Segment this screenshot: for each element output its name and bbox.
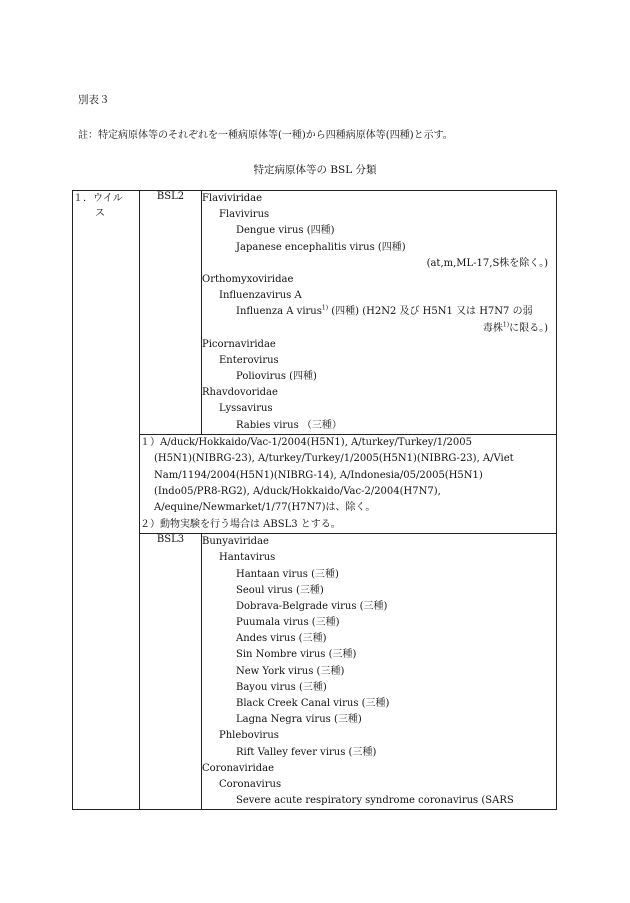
footnote-line: (H5N1)(NIBRG-23), A/turkey/Turkey/1/2005(H5N1)(NIBRG-23), A/Viet	[154, 453, 514, 465]
bsl3-entry	[202, 680, 556, 696]
bsl2-entry	[202, 353, 556, 369]
bsl2-entry-text: Flaviviridae	[202, 193, 263, 204]
bsl3-entry-text: Seoul virus (三種)	[236, 584, 324, 596]
footnote-line: Nam/1194/2004(H5N1)(NIBRG-14), A/Indonesia/05/2005(H5N1)	[154, 469, 483, 481]
bsl3-entry	[202, 631, 556, 647]
bsl2-entry	[202, 304, 556, 320]
bsl3-entry-text: Hantaan virus (三種)	[236, 568, 339, 580]
bsl2-entry-text: Influenzavirus A	[219, 290, 302, 302]
bsl2-entry	[202, 337, 556, 353]
bsl3-row	[73, 534, 557, 810]
bsl2-entry-text: Picornaviridae	[202, 338, 276, 350]
bsl3-entry-text: Coronaviridae	[202, 762, 274, 774]
bsl2-entry-text: Lyssavirus	[219, 403, 273, 415]
bsl3-entry	[202, 696, 556, 712]
category-cell	[73, 191, 140, 810]
bsl2-entry	[202, 256, 556, 272]
bsl3-entry	[202, 712, 556, 728]
category-label-line2: ス	[95, 208, 105, 220]
bsl2-entry-text-cont: に限る。)	[509, 322, 548, 334]
bsl3-entry-text: Phlebovirus	[219, 730, 279, 742]
bsl3-entry	[202, 761, 556, 777]
bsl3-entry-text: Bayou virus (三種)	[236, 681, 327, 693]
bsl3-virus-list	[202, 534, 557, 810]
bsl3-entry-text: Dobrava-Belgrade virus (三種)	[236, 600, 388, 612]
bsl3-entry-text: Sin Nombre virus (三種)	[236, 649, 357, 661]
bsl2-entry-text: Poliovirus (四種)	[236, 371, 317, 383]
table-caption: 特定病原体等の BSL 分類	[253, 164, 377, 176]
bsl2-entry	[202, 240, 556, 256]
bsl2-entry	[202, 272, 556, 288]
footnote-line: １）A/duck/Hokkaido/Vac-1/2004(H5N1), A/turkey/Turkey/1/2005	[140, 436, 472, 448]
bsl3-entry	[202, 583, 556, 599]
bsl2-row	[73, 191, 557, 435]
footnotes-row	[73, 434, 557, 533]
bsl2-entry	[202, 288, 556, 304]
bsl3-entry	[202, 550, 556, 566]
bsl3-entry	[202, 745, 556, 761]
bsl2-entry	[202, 191, 556, 207]
page-heading: 別表３	[78, 94, 110, 106]
bsl2-entry-text: Japanese encephalitis virus (四種)	[236, 241, 406, 253]
bsl3-entry-text: Rift Valley fever virus (三種)	[236, 746, 377, 758]
bsl2-entry-text-cont: (四種) (H2N2 及び H5N1 又は H7N7 の弱	[328, 306, 533, 318]
bsl2-entry	[202, 321, 556, 337]
footnote-ref: 1)	[502, 321, 510, 329]
bsl3-entry-text: New York virus (三種)	[236, 665, 345, 677]
bsl2-entry	[202, 223, 556, 239]
bsl2-entry-text: Rabies virus （三種）	[236, 419, 342, 431]
footnote-line: A/equine/Newmarket/1/77(H7N7)は、除く。	[154, 502, 376, 514]
bsl3-entry-text: Andes virus (三種)	[236, 633, 327, 645]
bsl2-entry	[202, 369, 556, 385]
bsl2-entry-text: (at,m,ML-17,S株を除く。)	[426, 257, 548, 269]
bsl2-entry-text: Enterovirus	[219, 354, 279, 366]
bsl2-entry	[202, 401, 556, 417]
note-text: 註：特定病原体等のそれぞれを一種病原体等(一種)から四種病原体等(四種)と示す。	[78, 130, 453, 141]
bsl2-entry	[202, 418, 556, 434]
bsl3-entry-text: Coronavirus	[219, 778, 282, 790]
bsl-classification-table	[72, 190, 557, 810]
category-label-line1: １．ウイル	[73, 193, 123, 204]
bsl3-entry	[202, 615, 556, 631]
footnote-ref: 1)	[321, 304, 329, 312]
bsl3-entry	[202, 664, 556, 680]
bsl2-entry	[202, 385, 556, 401]
bsl2-entry-text: Dengue virus (四種)	[236, 225, 335, 237]
bsl3-entry	[202, 793, 556, 809]
footnotes-cell	[140, 434, 557, 533]
bsl2-level-cell: BSL2	[140, 191, 202, 435]
bsl3-entry	[202, 599, 556, 615]
bsl3-entry-text: Puumala virus (三種)	[236, 617, 340, 629]
bsl3-entry	[202, 534, 556, 550]
bsl2-entry-text: Flavivirus	[219, 209, 270, 221]
bsl2-entry-text: Influenza A virus	[236, 306, 322, 318]
bsl2-entry-text: Orthomyxoviridae	[202, 273, 294, 285]
footnote-line: ２）動物実験を行う場合は ABSL3 とする。	[140, 518, 341, 530]
bsl2-virus-list	[202, 191, 557, 435]
bsl3-level-cell: BSL3	[140, 534, 202, 810]
bsl2-entry-text: Rhavdovoridae	[202, 387, 278, 399]
bsl3-entry	[202, 567, 556, 583]
bsl3-entry	[202, 728, 556, 744]
bsl3-entry-text: Hantavirus	[219, 552, 276, 564]
bsl3-entry	[202, 647, 556, 663]
bsl2-entry	[202, 207, 556, 223]
bsl3-entry-text: Severe acute respiratory syndrome coronavirus (SARS	[236, 795, 514, 807]
footnote-line: (Indo05/PR8-RG2), A/duck/Hokkaido/Vac-2/2004(H7N7),	[154, 485, 441, 497]
bsl2-entry-text: 毒株	[482, 322, 503, 334]
bsl3-entry	[202, 777, 556, 793]
bsl3-entry-text: Black Creek Canal virus (三種)	[236, 698, 390, 710]
bsl3-entry-text: Lagna Negra virus (三種)	[236, 714, 362, 726]
bsl3-entry-text: Bunyaviridae	[202, 536, 269, 548]
